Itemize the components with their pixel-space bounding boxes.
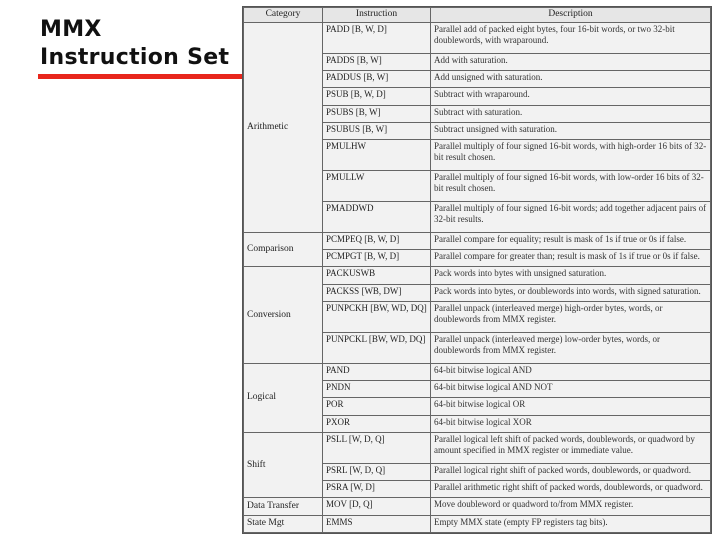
description-cell: Parallel compare for greater than; result is mask of 1s if true or 0s if false. (431, 250, 711, 267)
title-line-1: MMX (40, 17, 102, 42)
description-cell: 64-bit bitwise logical OR (431, 398, 711, 415)
instruction-cell: PNDN (323, 380, 431, 397)
instruction-cell: PSRA [W, D] (323, 480, 431, 497)
category-cell: Data Transfer (244, 498, 323, 515)
instruction-cell: PXOR (323, 415, 431, 432)
description-cell: Parallel multiply of four signed 16-bit words; add together adjacent pairs of 32-bit results. (431, 201, 711, 232)
description-cell: Pack words into bytes with unsigned saturation. (431, 267, 711, 284)
instruction-cell: PMULLW (323, 171, 431, 202)
instruction-cell: PMULHW (323, 140, 431, 171)
column-header-instruction: Instruction (323, 8, 431, 23)
instruction-cell: PSUBUS [B, W] (323, 122, 431, 139)
table-row (244, 232, 711, 249)
description-cell: Move doubleword or quadword to/from MMX register. (431, 498, 711, 515)
instruction-cell: PUNPCKL [BW, WD, DQ] (323, 332, 431, 363)
column-header-category: Category (244, 8, 323, 23)
instruction-cell: PMADDWD (323, 201, 431, 232)
instruction-cell: MOV [D, Q] (323, 498, 431, 515)
description-cell: Add with saturation. (431, 53, 711, 70)
description-cell: 64-bit bitwise logical AND NOT (431, 380, 711, 397)
instruction-cell: PCMPEQ [B, W, D] (323, 232, 431, 249)
description-cell: Parallel add of packed eight bytes, four 16-bit words, or two 32-bit doublewords, with wraparound. (431, 23, 711, 54)
description-cell: Parallel multiply of four signed 16-bit words, with high-order 16 bits of 32-bit result chosen. (431, 140, 711, 171)
description-cell: 64-bit bitwise logical XOR (431, 415, 711, 432)
instruction-table (243, 7, 711, 533)
instruction-cell: PADDUS [B, W] (323, 71, 431, 88)
description-cell: Subtract unsigned with saturation. (431, 122, 711, 139)
description-cell: Subtract with wraparound. (431, 88, 711, 105)
instruction-cell: PACKUSWB (323, 267, 431, 284)
title-line-2: Instruction Set (40, 45, 230, 70)
instruction-cell: PSLL [W, D, Q] (323, 432, 431, 463)
instruction-cell: EMMS (323, 515, 431, 532)
instruction-cell: PSUBS [B, W] (323, 105, 431, 122)
description-cell: Parallel unpack (interleaved merge) low-order bytes, words, or doublewords from MMX register. (431, 332, 711, 363)
description-cell: Parallel logical left shift of packed words, doublewords, or quadword by amount specified in MMX register or immediate value. (431, 432, 711, 463)
instruction-table-container (242, 6, 712, 534)
description-cell: Parallel logical right shift of packed words, doublewords, or quadword. (431, 463, 711, 480)
instruction-cell: PADDS [B, W] (323, 53, 431, 70)
description-cell: Parallel compare for equality; result is mask of 1s if true or 0s if false. (431, 232, 711, 249)
category-cell: Conversion (244, 267, 323, 363)
description-cell: Subtract with saturation. (431, 105, 711, 122)
description-cell: Parallel unpack (interleaved merge) high-order bytes, words, or doublewords from MMX register. (431, 301, 711, 332)
category-cell: Logical (244, 363, 323, 432)
title-underline (38, 74, 250, 79)
description-cell: Pack words into bytes, or doublewords into words, with signed saturation. (431, 284, 711, 301)
description-cell: Parallel arithmetic right shift of packed words, doublewords, or quadword. (431, 480, 711, 497)
table-row (244, 23, 711, 54)
instruction-cell: PAND (323, 363, 431, 380)
instruction-cell: PADD [B, W, D] (323, 23, 431, 54)
category-cell: Comparison (244, 232, 323, 267)
table-row (244, 515, 711, 532)
category-cell: Arithmetic (244, 23, 323, 233)
description-cell: 64-bit bitwise logical AND (431, 363, 711, 380)
description-cell: Parallel multiply of four signed 16-bit words, with low-order 16 bits of 32-bit result chosen. (431, 171, 711, 202)
table-row (244, 363, 711, 380)
description-cell: Empty MMX state (empty FP registers tag bits). (431, 515, 711, 532)
instruction-cell: POR (323, 398, 431, 415)
instruction-cell: PSUB [B, W, D] (323, 88, 431, 105)
instruction-cell: PACKSS [WB, DW] (323, 284, 431, 301)
table-body (244, 23, 711, 533)
category-cell: Shift (244, 432, 323, 497)
instruction-cell: PSRL [W, D, Q] (323, 463, 431, 480)
category-cell: State Mgt (244, 515, 323, 532)
description-cell: Add unsigned with saturation. (431, 71, 711, 88)
page-title (40, 16, 240, 72)
table-row (244, 267, 711, 284)
table-row (244, 498, 711, 515)
instruction-cell: PUNPCKH [BW, WD, DQ] (323, 301, 431, 332)
column-header-description: Description (431, 8, 711, 23)
instruction-cell: PCMPGT [B, W, D] (323, 250, 431, 267)
table-header-row (244, 8, 711, 23)
table-row (244, 432, 711, 463)
